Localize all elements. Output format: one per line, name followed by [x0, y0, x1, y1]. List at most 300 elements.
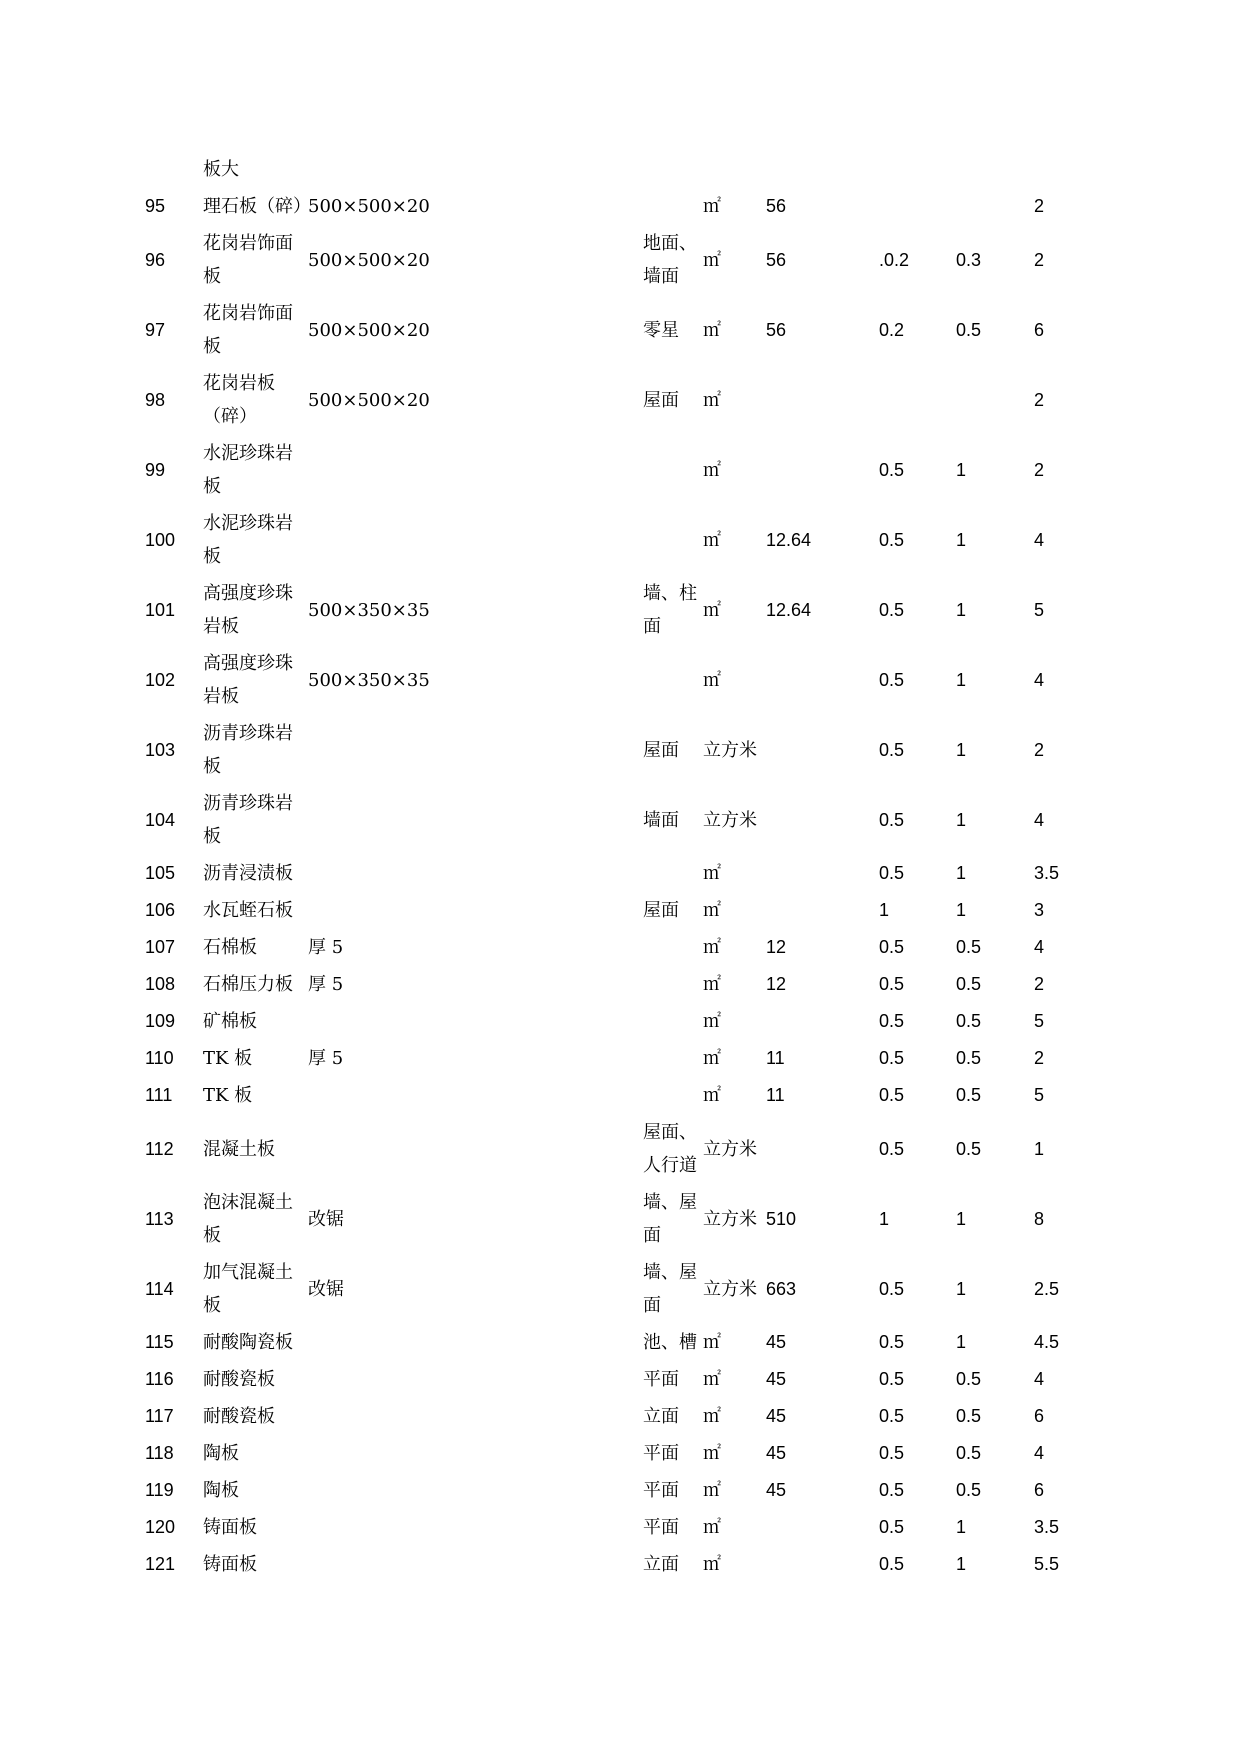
material-name: 高强度珍珠岩板	[203, 583, 293, 637]
material-name: 水瓦蛭石板	[203, 900, 293, 921]
price-cell	[766, 1254, 879, 1324]
unit-cell	[703, 505, 766, 575]
value-a-cell	[879, 1324, 956, 1361]
unit: ㎡	[703, 1369, 721, 1390]
material-spec-cell	[308, 1546, 643, 1583]
row-number: 104	[145, 809, 176, 830]
price-cell	[766, 188, 879, 225]
material-spec: 厚 5	[308, 937, 344, 958]
price-cell	[766, 645, 879, 715]
price: 45	[766, 1332, 787, 1352]
material-name-cell	[203, 1254, 308, 1324]
row-number: 111	[145, 1085, 173, 1105]
material-spec: 500×500×20	[308, 319, 430, 341]
unit-cell	[703, 1361, 766, 1398]
value-c: 4	[1034, 809, 1045, 830]
unit-cell	[703, 785, 766, 855]
value-b-cell	[956, 645, 1034, 715]
row-number: 112	[145, 1138, 174, 1159]
value-a: 0.5	[879, 1517, 905, 1537]
value-c-cell	[1034, 1546, 1094, 1583]
material-name-cell	[203, 1546, 308, 1583]
unit: ㎡	[703, 249, 721, 271]
material-name-cell	[203, 1077, 308, 1114]
material-name: 铸面板	[203, 1517, 257, 1538]
unit-cell	[703, 1509, 766, 1546]
value-a-cell	[879, 188, 956, 225]
unit: 立方米	[703, 1208, 757, 1230]
value-a: 0.5	[879, 863, 905, 883]
row-number-cell	[145, 505, 203, 575]
material-name: 水泥珍珠岩板	[203, 513, 293, 567]
usage-location-cell	[643, 892, 703, 929]
table-row	[145, 1077, 1094, 1114]
value-c: 6	[1034, 319, 1045, 340]
usage-location-cell	[643, 966, 703, 1003]
usage-location: 平面	[643, 1517, 679, 1538]
value-a: 0.5	[879, 1048, 905, 1068]
material-name-cell	[203, 645, 308, 715]
value-a: 0.2	[879, 319, 905, 340]
price: 11	[766, 1085, 785, 1105]
material-name-cell	[203, 188, 311, 225]
material-spec-cell	[308, 1324, 643, 1361]
material-name: 高强度珍珠岩板	[203, 653, 293, 707]
row-number: 98	[145, 389, 166, 410]
material-name: 耐酸陶瓷板	[203, 1332, 293, 1353]
unit: ㎡	[703, 1085, 721, 1106]
table-row	[145, 225, 1094, 295]
table-row	[145, 1184, 1094, 1254]
unit: ㎡	[703, 669, 721, 691]
material-name: 混凝土板	[203, 1138, 275, 1160]
value-c-cell	[1034, 785, 1094, 855]
usage-location: 屋面、人行道	[643, 1122, 697, 1176]
value-c-cell	[1034, 505, 1094, 575]
value-a-cell	[879, 855, 956, 892]
usage-location-cell	[643, 575, 703, 645]
table-row	[145, 929, 1094, 966]
unit-cell	[703, 188, 766, 225]
material-spec: 500×500×20	[308, 196, 430, 217]
row-number-cell	[145, 1184, 203, 1254]
material-name: 沥青珍珠岩板	[203, 793, 293, 847]
price-cell	[766, 1435, 879, 1472]
usage-location-cell	[643, 1546, 703, 1583]
value-c: 4	[1034, 1369, 1045, 1389]
usage-location: 平面	[643, 1369, 679, 1390]
usage-location-cell	[643, 1472, 703, 1509]
value-a-cell	[879, 1254, 956, 1324]
usage-location: 平面	[643, 1443, 679, 1464]
material-name-cell	[203, 1324, 308, 1361]
material-name-cell	[203, 1003, 308, 1040]
price: 56	[766, 196, 787, 216]
row-number: 121	[145, 1554, 176, 1574]
value-c: 5	[1034, 1085, 1045, 1105]
unit-cell	[703, 1114, 766, 1184]
value-a: 0.5	[879, 1554, 905, 1574]
price: 45	[766, 1406, 787, 1426]
value-c-cell	[1034, 1184, 1094, 1254]
value-a: 0.5	[879, 1011, 905, 1031]
value-b: 1	[956, 809, 967, 830]
row-number: 109	[145, 1011, 176, 1031]
value-c: 4	[1034, 669, 1045, 690]
value-c: 3	[1034, 900, 1045, 920]
material-name-cell	[203, 505, 308, 575]
value-b-cell	[956, 1040, 1034, 1077]
price-cell	[766, 1509, 879, 1546]
value-b: 0.5	[956, 1406, 982, 1426]
unit-cell	[703, 1398, 766, 1435]
unit-cell	[703, 929, 766, 966]
value-b: 1	[956, 900, 967, 920]
value-c-cell	[1034, 1003, 1094, 1040]
materials-table-body	[145, 188, 1094, 1583]
material-name: 铸面板	[203, 1554, 257, 1575]
value-c: 2.5	[1034, 1278, 1060, 1299]
row-number-cell	[145, 1472, 203, 1509]
value-a-cell	[879, 1114, 956, 1184]
price-cell	[766, 929, 879, 966]
row-number-cell	[145, 785, 203, 855]
material-name-cell	[203, 855, 308, 892]
price-cell	[766, 1546, 879, 1583]
usage-location-cell	[643, 295, 703, 365]
table-row	[145, 575, 1094, 645]
material-spec: 改锯	[308, 1208, 344, 1230]
price-cell	[766, 855, 879, 892]
row-number: 117	[145, 1406, 174, 1426]
value-a-cell	[879, 365, 956, 435]
material-name: TK 板	[203, 1085, 253, 1106]
value-b-cell	[956, 1003, 1034, 1040]
value-b-cell	[956, 785, 1034, 855]
price-cell	[766, 295, 879, 365]
value-a-cell	[879, 1472, 956, 1509]
material-spec-cell	[308, 785, 643, 855]
value-b-cell	[956, 1184, 1034, 1254]
value-b-cell	[956, 929, 1034, 966]
value-b: 1	[956, 599, 967, 620]
material-spec: 500×500×20	[308, 389, 430, 411]
unit-cell	[703, 365, 766, 435]
material-spec: 500×350×35	[308, 599, 430, 621]
usage-location-cell	[643, 1003, 703, 1040]
row-number-cell	[145, 1040, 203, 1077]
value-a-cell	[879, 505, 956, 575]
value-a: 0.5	[879, 529, 905, 550]
value-b: 0.5	[956, 937, 982, 957]
price: 56	[766, 249, 787, 270]
unit: 立方米	[703, 1278, 757, 1300]
row-number-cell	[145, 1509, 203, 1546]
price-cell	[766, 966, 879, 1003]
unit-cell	[703, 1003, 766, 1040]
unit-cell	[703, 892, 766, 929]
row-number: 100	[145, 529, 176, 550]
table-row	[145, 365, 1094, 435]
material-name: 石棉板	[203, 937, 257, 958]
value-b-cell	[956, 1254, 1034, 1324]
usage-location: 墙、屋面	[643, 1192, 697, 1246]
value-a-cell	[879, 645, 956, 715]
unit-cell	[703, 1324, 766, 1361]
row-number-cell	[145, 966, 203, 1003]
value-b: 1	[956, 459, 967, 480]
material-spec-cell	[308, 892, 643, 929]
value-b: 0.5	[956, 1443, 982, 1463]
usage-location: 平面	[643, 1480, 679, 1501]
value-b: 1	[956, 1517, 967, 1537]
price: 12.64	[766, 529, 812, 550]
value-c: 3.5	[1034, 1517, 1060, 1537]
value-c: 6	[1034, 1480, 1045, 1500]
table-row	[145, 188, 1094, 225]
value-b: 1	[956, 1278, 967, 1299]
value-c: 2	[1034, 196, 1045, 216]
price-cell	[766, 1184, 879, 1254]
unit-cell	[703, 1546, 766, 1583]
value-a-cell	[879, 1546, 956, 1583]
unit-cell	[703, 1254, 766, 1324]
material-name-cell	[203, 295, 308, 365]
value-a-cell	[879, 1184, 956, 1254]
unit-cell	[703, 1472, 766, 1509]
material-name-cell	[203, 1361, 308, 1398]
material-spec-cell	[308, 365, 643, 435]
value-c: 4	[1034, 1443, 1045, 1463]
usage-location: 墙面	[643, 809, 679, 831]
material-name-cell	[203, 225, 308, 295]
usage-location-cell	[643, 505, 703, 575]
value-a-cell	[879, 225, 956, 295]
material-name-cell	[203, 892, 308, 929]
row-number: 113	[145, 1208, 174, 1229]
value-a-cell	[879, 435, 956, 505]
price-cell	[766, 1398, 879, 1435]
usage-location-cell	[643, 1398, 703, 1435]
value-a: 0.5	[879, 1332, 905, 1352]
value-a: 0.5	[879, 599, 905, 620]
top-fragment-text: 板大	[203, 159, 239, 180]
row-number-cell	[145, 1254, 203, 1324]
unit-cell	[703, 966, 766, 1003]
unit: ㎡	[703, 1048, 721, 1069]
usage-location-cell	[643, 785, 703, 855]
table-row	[145, 966, 1094, 1003]
price-cell	[766, 1361, 879, 1398]
row-number-cell	[145, 1324, 203, 1361]
row-number-cell	[145, 929, 203, 966]
usage-location-cell	[643, 715, 703, 785]
usage-location: 立面	[643, 1406, 679, 1427]
value-b-cell	[956, 1472, 1034, 1509]
row-number: 101	[145, 599, 176, 620]
row-number: 105	[145, 863, 176, 883]
material-name: 耐酸瓷板	[203, 1406, 275, 1427]
table-row	[145, 785, 1094, 855]
material-spec-cell	[308, 1398, 643, 1435]
material-name: 石棉压力板	[203, 974, 293, 995]
price: 45	[766, 1443, 787, 1463]
value-b-cell	[956, 435, 1034, 505]
value-a: 0.5	[879, 1480, 905, 1500]
material-spec-cell	[308, 645, 643, 715]
value-a-cell	[879, 785, 956, 855]
unit: 立方米	[703, 809, 757, 831]
unit-cell	[703, 855, 766, 892]
material-spec-cell	[308, 505, 643, 575]
unit: ㎡	[703, 937, 721, 958]
usage-location-cell	[643, 1254, 703, 1324]
value-a: 0.5	[879, 937, 905, 957]
value-b-cell	[956, 1509, 1034, 1546]
row-number-cell	[145, 1003, 203, 1040]
price-cell	[766, 1472, 879, 1509]
row-number: 102	[145, 669, 176, 690]
price: 45	[766, 1369, 787, 1389]
table-row	[145, 1398, 1094, 1435]
value-c: 2	[1034, 249, 1045, 270]
unit-cell	[703, 1077, 766, 1114]
table-row	[145, 1546, 1094, 1583]
material-spec-cell	[308, 929, 643, 966]
value-b: 0.5	[956, 1085, 982, 1105]
table-row	[145, 645, 1094, 715]
usage-location-cell	[643, 188, 703, 225]
value-b: 1	[956, 1208, 967, 1229]
material-name-cell	[203, 365, 308, 435]
value-c-cell	[1034, 295, 1094, 365]
value-b-cell	[956, 966, 1034, 1003]
price-cell	[766, 1040, 879, 1077]
row-number: 96	[145, 249, 166, 270]
value-c: 4	[1034, 529, 1045, 550]
table-row	[145, 715, 1094, 785]
material-spec-cell	[308, 715, 643, 785]
value-c: 2	[1034, 459, 1045, 480]
material-name: 沥青浸渍板	[203, 863, 293, 884]
table-row	[145, 1361, 1094, 1398]
value-c: 8	[1034, 1208, 1045, 1229]
unit-cell	[703, 295, 766, 365]
material-name: 水泥珍珠岩板	[203, 443, 293, 497]
value-b-cell	[956, 505, 1034, 575]
value-b: 0.5	[956, 1011, 982, 1031]
price: 45	[766, 1480, 787, 1500]
usage-location-cell	[643, 225, 703, 295]
value-a: 1	[879, 900, 890, 920]
table-row	[145, 1003, 1094, 1040]
material-name-cell	[203, 1472, 308, 1509]
unit: ㎡	[703, 1406, 721, 1427]
value-b-cell	[956, 295, 1034, 365]
material-spec-cell	[308, 575, 643, 645]
unit-cell	[703, 225, 766, 295]
price-cell	[766, 715, 879, 785]
material-name: 花岗岩饰面板	[203, 233, 293, 287]
row-number-cell	[145, 1114, 203, 1184]
value-b: 1	[956, 739, 967, 760]
row-number: 119	[145, 1480, 174, 1500]
row-number-cell	[145, 1435, 203, 1472]
value-a-cell	[879, 1003, 956, 1040]
value-b-cell	[956, 1114, 1034, 1184]
row-number-cell	[145, 1546, 203, 1583]
row-number: 106	[145, 900, 176, 920]
price-cell	[766, 1114, 879, 1184]
material-spec-cell	[308, 1472, 643, 1509]
price: 56	[766, 319, 787, 340]
value-c: 6	[1034, 1406, 1045, 1426]
value-b: 0.3	[956, 249, 982, 270]
row-number: 103	[145, 739, 176, 760]
material-spec-cell	[308, 1254, 643, 1324]
row-number: 108	[145, 974, 176, 994]
row-number-cell	[145, 855, 203, 892]
value-c-cell	[1034, 1398, 1094, 1435]
value-b-cell	[956, 892, 1034, 929]
value-b-cell	[956, 1546, 1034, 1583]
unit: ㎡	[703, 900, 721, 921]
row-number: 118	[145, 1443, 174, 1463]
value-b-cell	[956, 575, 1034, 645]
material-name-cell	[203, 1114, 308, 1184]
material-name-cell	[203, 575, 308, 645]
price-cell	[766, 1077, 879, 1114]
material-name-cell	[203, 966, 308, 1003]
value-b-cell	[956, 365, 1034, 435]
row-number-cell	[145, 295, 203, 365]
value-b: 0.5	[956, 1369, 982, 1389]
usage-location: 立面	[643, 1554, 679, 1575]
value-c-cell	[1034, 855, 1094, 892]
usage-location-cell	[643, 645, 703, 715]
value-a-cell	[879, 966, 956, 1003]
value-b: 0.5	[956, 319, 982, 340]
value-a-cell	[879, 1509, 956, 1546]
value-b: 1	[956, 669, 967, 690]
material-spec-cell	[308, 1509, 643, 1546]
value-a-cell	[879, 1077, 956, 1114]
value-c-cell	[1034, 435, 1094, 505]
value-c-cell	[1034, 1472, 1094, 1509]
material-spec-cell	[308, 188, 643, 225]
value-c: 2	[1034, 739, 1045, 760]
value-c-cell	[1034, 1435, 1094, 1472]
price-cell	[766, 505, 879, 575]
unit: 立方米	[703, 739, 757, 761]
row-number: 120	[145, 1517, 176, 1537]
value-c: 5	[1034, 599, 1045, 620]
table-row	[145, 505, 1094, 575]
price-cell	[766, 575, 879, 645]
usage-location-cell	[643, 435, 703, 505]
price: 12.64	[766, 599, 812, 620]
material-name-cell	[203, 435, 308, 505]
unit-cell	[703, 1040, 766, 1077]
row-number-cell	[145, 892, 203, 929]
value-b-cell	[956, 1398, 1034, 1435]
row-number: 97	[145, 319, 166, 340]
value-c: 4	[1034, 937, 1045, 957]
material-spec-cell	[308, 295, 643, 365]
unit-cell	[703, 1435, 766, 1472]
price: 11	[766, 1048, 785, 1068]
usage-location-cell	[643, 1509, 703, 1546]
